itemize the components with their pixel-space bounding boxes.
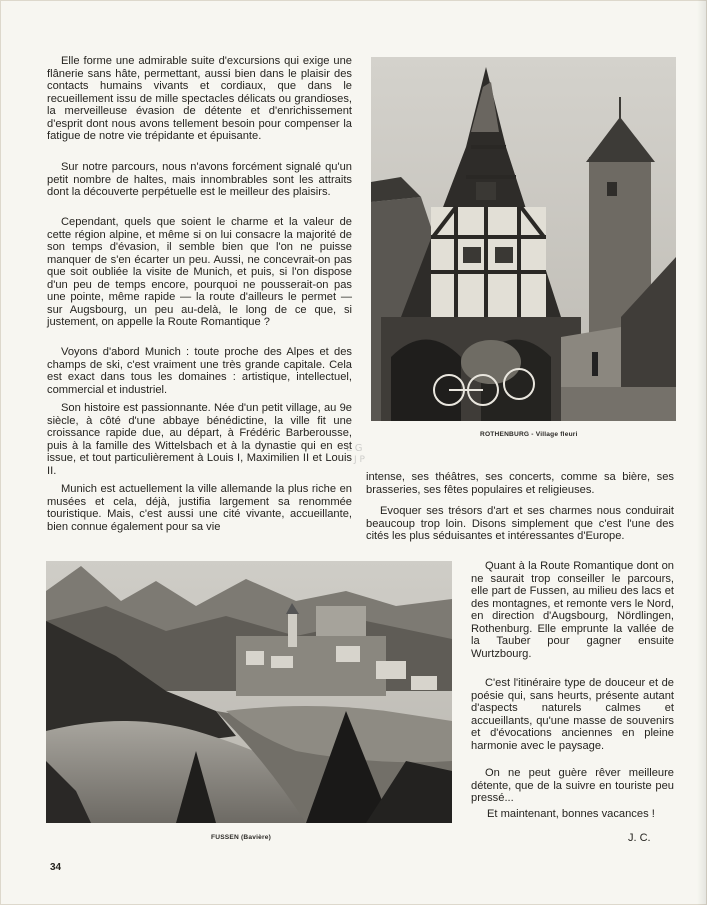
author-signature: J. C. xyxy=(628,832,651,844)
page-edge-shadow xyxy=(697,0,707,905)
fussen-caption: FUSSEN (Bavière) xyxy=(211,834,271,841)
paragraph-excursions: Elle forme une admirable suite d'excursions qui exige une flânerie sans hâte, permettant, aussi bien dans le plaisir des contacts humains vivants et cordiaux, que dans le recueillement issu de mille spectacles délicats ou grandioses, la merveilleuse évasion de détente et d'enrichissement d'esprit dont nous avons tellement besoin pour compenser la fatigue de notre vie trépidante et épuisante. xyxy=(47,55,352,142)
paragraph-parcours: Sur notre parcours, nous n'avons forcément signalé qu'un petit nombre de haltes, mais innombrables sont les attraits dont la découverte perpétuelle est le meilleur des plaisirs. xyxy=(47,161,352,198)
rothenburg-photo xyxy=(371,57,676,421)
paragraph-route-romantique: Quant à la Route Romantique dont on ne saurait trop conseiller le parcours, elle part de Fussen, au milieu des lacs et des montagnes, et remonte vers le Nord, en direction d'Augsbourg, Nördlingen, Rothenburg. Elle emprunte la vallée de la Tauber pour gagner ensuite Wurtzbourg. xyxy=(471,560,674,660)
paragraph-detente: On ne peut guère rêver meilleure détente, que de la suivre en touriste peu pressé... xyxy=(471,767,674,804)
paragraph-munich-intro: Voyons d'abord Munich : toute proche des Alpes et des champs de ski, c'est vraiment une très grande capitale. Cela est exact dans tous les domaines : artistique, intellectuel, commercial et industriel. xyxy=(47,346,352,396)
paragraph-histoire: Son histoire est passionnante. Née d'un petit village, au 9e siècle, à côté d'une abbaye bénédictine, la ville fit une croissance rapide due, au départ, à Frédéric Barberousse, puis à la famille des Wittelsbach et à la dynastie qui en est issue, et tout particulièrement à Louis I, Maximilien II et Louis II. xyxy=(47,402,352,477)
paragraph-tresors: Evoquer ses trésors d'art et ses charmes nous conduirait beaucoup trop loin. Disons simplement que c'est l'une des cités les plus séduisantes et intéressantes d'Europe. xyxy=(366,505,674,542)
svg-text:J P: J P xyxy=(354,455,365,465)
library-stamp-icon xyxy=(340,440,376,466)
fussen-photo xyxy=(46,561,452,823)
paragraph-bonnes-vacances: Et maintenant, bonnes vacances ! xyxy=(487,808,655,820)
page-number: 34 xyxy=(50,862,62,873)
rothenburg-caption: ROTHENBURG - Village fleuri xyxy=(480,431,578,438)
paragraph-musees: Munich est actuellement la ville allemande la plus riche en musées et cela, déjà, justifia largement sa renommée touristique. Mais, c'est aussi une cité vivante, accueillante, bien connue également pour sa vie xyxy=(47,483,352,533)
paragraph-itineraire: C'est l'itinéraire type de douceur et de poésie qui, sans heurts, présente autant d'aspects naturels calmes et accueillants, qu'une masse de souvenirs et d'évocations anciennes en pleine harmonie avec le paysage. xyxy=(471,677,674,752)
paragraph-vie-intense: intense, ses théâtres, ses concerts, comme sa bière, ses brasseries, ses fêtes populaires et religieuses. xyxy=(366,471,674,496)
paragraph-cependant: Cependant, quels que soient le charme et la valeur de cette région alpine, et même si on lui consacre la majorité de son temps d'évasion, il semble bien que l'on ne puisse manquer de s'en écarter un peu. Aussi, ne concevrait-on pas que soit oubliée la visite de Munich, et puis, si l'on dispose d'un peu de temps encore, pourquoi ne pousserait-on pas une pointe, même rapide — la route d'ailleurs le permet — sur Augsbourg, un peu au-delà, le long de ce que, si justement, on appelle la Route Romantique ? xyxy=(47,216,352,328)
svg-text:L G: L G xyxy=(346,443,363,454)
